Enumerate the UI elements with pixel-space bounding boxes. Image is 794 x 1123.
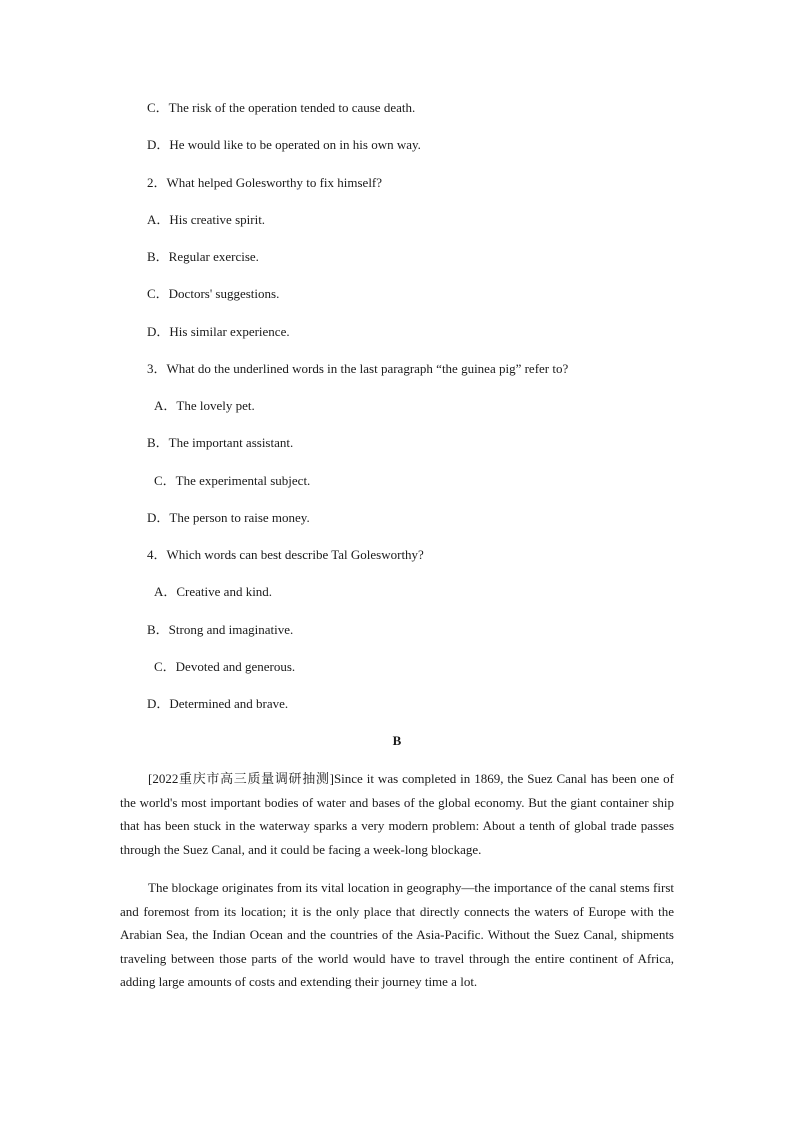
- q2-option-c: C．Doctors' suggestions.: [147, 286, 280, 301]
- q4-stem: 4．Which words can best describe Tal Golesworthy?: [147, 547, 424, 562]
- section-heading: B: [392, 733, 402, 748]
- q1-option-c: C．The risk of the operation tended to cause death.: [147, 100, 416, 115]
- q3-stem: 3．What do the underlined words in the last paragraph “the guinea pig” refer to?: [147, 361, 569, 376]
- q3-option-b: B．The important assistant.: [147, 435, 294, 450]
- q3-option-c: C．The experimental subject.: [154, 473, 311, 488]
- q1-option-d: D．He would like to be operated on in his own way.: [147, 137, 421, 152]
- q2-stem: 2．What helped Golesworthy to fix himself?: [147, 175, 383, 190]
- q3-option-d: D．The person to raise money.: [147, 510, 310, 525]
- passage-paragraph-1: [2022重庆市高三质量调研抽测]Since it was completed in 1869, the Suez Canal has been one of the world's most important bodies of water and bases of the global economy. But the giant container ship that has been stuck in the waterway sparks a very modern problem: About a tenth of global trade passes through the Suez Canal, and it could be facing a week-long blockage.: [120, 771, 674, 857]
- q3-option-a: A．The lovely pet.: [154, 398, 255, 413]
- q2-option-b: B．Regular exercise.: [147, 249, 259, 264]
- q2-option-d: D．His similar experience.: [147, 324, 290, 339]
- passage-paragraph-2: The blockage originates from its vital location in geography—the importance of the canal stems first and foremost from its location; it is the only place that directly connects the waters of Europe with the Arabian Sea, the Indian Ocean and the countries of the Asia-Pacific. Without the Suez Canal, shipments traveling between those parts of the world would have to travel through the entire continent of Africa, adding large amounts of costs and extending their journey time a lot.: [120, 880, 674, 990]
- q4-option-c: C．Devoted and generous.: [154, 659, 296, 674]
- q2-option-a: A．His creative spirit.: [147, 212, 266, 227]
- q4-option-b: B．Strong and imaginative.: [147, 622, 294, 637]
- q4-option-a: A．Creative and kind.: [154, 584, 273, 599]
- q4-option-d: D．Determined and brave.: [147, 696, 289, 711]
